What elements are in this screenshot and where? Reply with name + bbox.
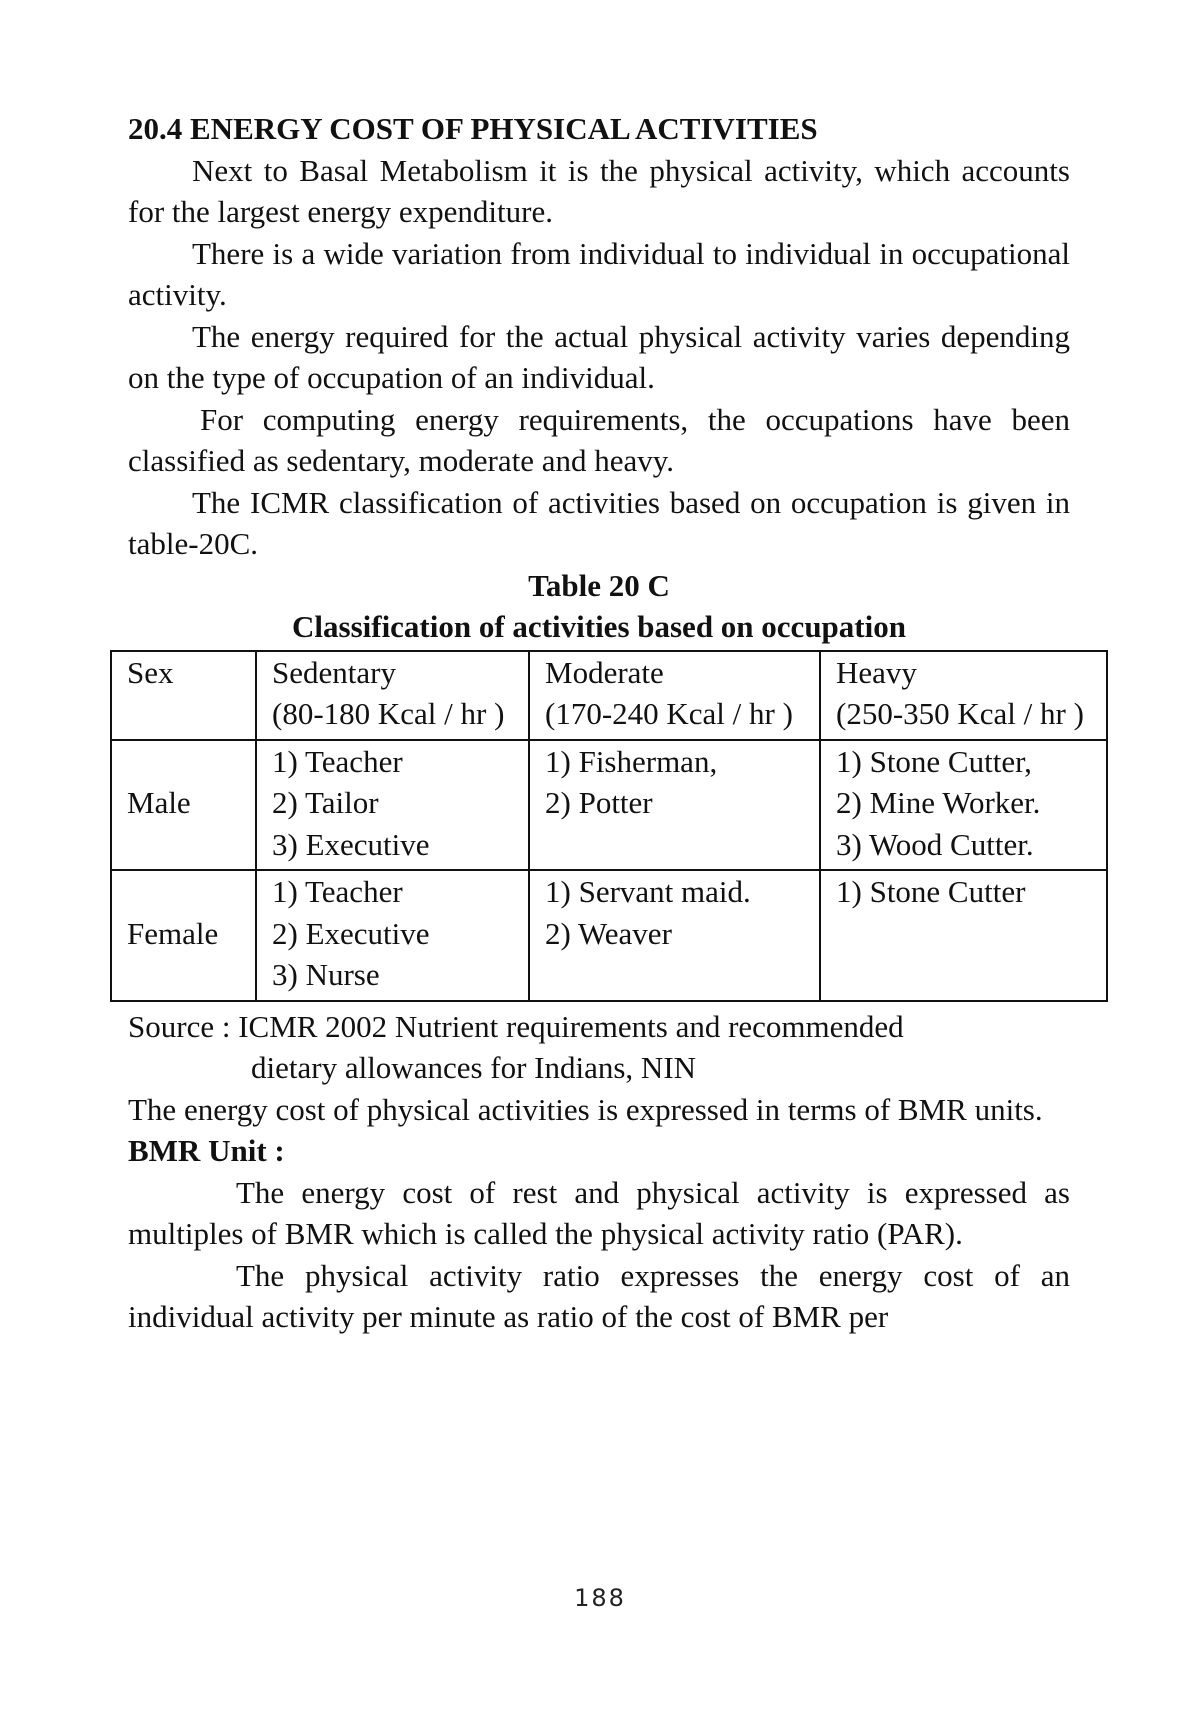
page-number: 188 [574,1584,626,1612]
table-header-row [111,651,1107,740]
list-item: 1) Teacher [272,743,403,779]
table-label: Table 20 C [528,567,670,603]
list-item: 1) Servant maid. [545,874,751,909]
table-source [128,1006,1070,1089]
paragraph-1: Next to Basal Metabolism it is the physical activity, which accounts for the largest energy expenditure. [128,152,1070,229]
cell-female-moderate [529,870,820,1001]
header-sedentary-label: Sedentary [272,654,396,690]
header-moderate-label: Moderate [545,654,664,690]
header-sedentary-range: (80-180 Kcal / hr ) [272,696,505,731]
document-page [127,108,1084,1338]
list-item: 1) Teacher [272,874,403,909]
list-item: 3) Wood Cutter. [836,826,1034,862]
cell-sex-male: Male [111,740,256,871]
cell-male-sedentary [256,740,529,871]
header-sedentary [256,651,529,740]
bmr-paragraph-2: The physical activity ratio expresses the energy cost of an individual activity per minute as ratio of the cost of BMR per [128,1257,1070,1334]
after-table-paragraph: The energy cost of physical activities is expressed in terms of BMR units. [128,1091,1043,1127]
table-row-male [111,740,1107,871]
occupation-table [110,650,1108,1002]
table-caption: Classification of activities based on occupation [292,609,906,644]
paragraph-5: The ICMR classification of activities based on occupation is given in table-20C. [128,484,1070,561]
paragraph-4: For computing energy requirements, the occupations have been classified as sedentary, moderate and heavy. [128,401,1070,478]
list-item: 2) Tailor [272,785,379,820]
header-heavy-label: Heavy [836,654,917,690]
header-heavy [820,651,1107,740]
list-item: 3) Nurse [272,957,380,992]
header-moderate-range: (170-240 Kcal / hr ) [545,696,793,731]
list-item: 1) Stone Cutter, [836,743,1032,779]
list-item: 2) Potter [545,785,653,820]
paragraph-2: There is a wide variation from individual to individual in occupational activity. [128,235,1070,312]
cell-sex-female: Female [111,870,256,1001]
bmr-heading: BMR Unit : [128,1133,285,1168]
source-line-1: Source : ICMR 2002 Nutrient requirements and recommended [128,1008,904,1044]
list-item: 1) Stone Cutter [836,874,1026,909]
list-item: 2) Mine Worker. [836,785,1041,820]
cell-female-heavy [820,870,1107,1001]
bmr-paragraph-1: The energy cost of rest and physical activity is expressed as multiples of BMR which is called the physical activity ratio (PAR). [128,1174,1070,1251]
section-heading: 20.4 ENERGY COST OF PHYSICAL ACTIVITIES [128,111,818,146]
cell-male-heavy [820,740,1107,871]
header-heavy-range: (250-350 Kcal / hr ) [836,696,1084,731]
header-moderate [529,651,820,740]
header-sex [111,651,256,740]
cell-female-sedentary [256,870,529,1001]
list-item: 3) Executive [272,826,430,862]
paragraph-3: The energy required for the actual physical activity varies depending on the type of occupation of an individual. [128,318,1070,395]
table-row-female [111,870,1107,1001]
list-item: 2) Weaver [545,915,672,951]
header-sex-label: Sex [127,654,174,690]
source-line-2: dietary allowances for Indians, NIN [251,1050,697,1085]
list-item: 1) Fisherman, [545,743,718,779]
list-item: 2) Executive [272,915,430,951]
cell-male-moderate [529,740,820,871]
